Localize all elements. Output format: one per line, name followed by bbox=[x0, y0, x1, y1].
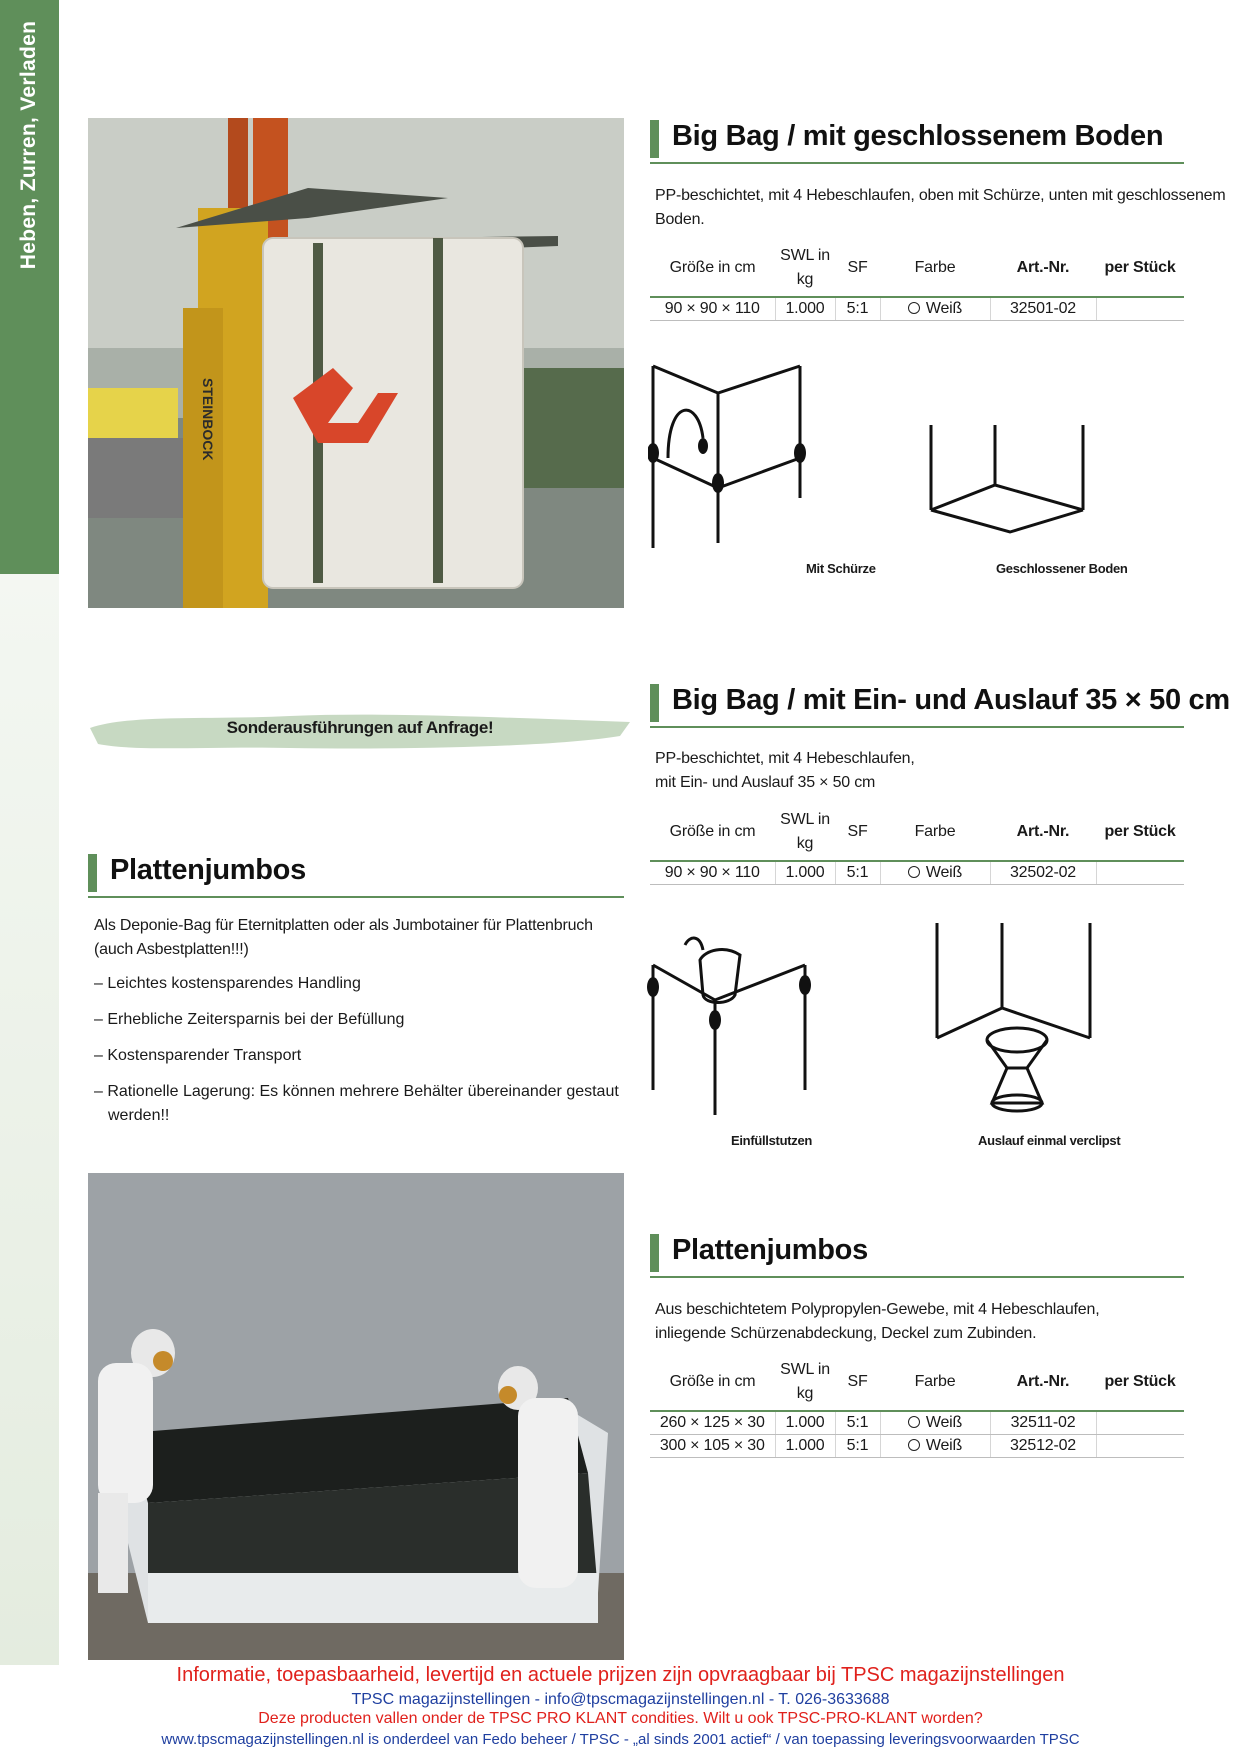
left-section-title: Plattenjumbos bbox=[110, 854, 306, 886]
cell-price bbox=[1096, 297, 1184, 321]
cell-size: 300 × 105 × 30 bbox=[650, 1435, 775, 1458]
circle-icon bbox=[908, 302, 920, 314]
diagram-geschlossener-boden bbox=[925, 420, 1090, 535]
table-row bbox=[650, 297, 1184, 321]
list-item: – Leichtes kostensparendes Handling bbox=[94, 975, 361, 992]
section3-table bbox=[650, 1358, 1184, 1458]
section3-heading bbox=[650, 1230, 1184, 1278]
col-price: per Stück bbox=[1096, 244, 1184, 297]
col-size bbox=[650, 808, 775, 861]
col-art: Art.-Nr. bbox=[990, 1358, 1096, 1411]
col-swl-label: SWL in kg bbox=[780, 247, 830, 288]
table-row bbox=[650, 1411, 1184, 1435]
section3-title: Plattenjumbos bbox=[672, 1234, 868, 1266]
left-section-bullets bbox=[94, 960, 619, 1128]
col-art: Art.-Nr. bbox=[990, 244, 1096, 297]
photo-forklift-big-bag bbox=[88, 118, 624, 608]
cell-color bbox=[880, 297, 990, 321]
col-size-label: Größe in cm bbox=[669, 823, 756, 840]
cell-sf: 5:1 bbox=[835, 1411, 880, 1435]
col-sf: SF bbox=[835, 244, 880, 297]
cell-color-text: Weiß bbox=[925, 300, 963, 317]
diagram-einfuellstutzen bbox=[645, 925, 815, 1120]
col-art: Art.-Nr. bbox=[990, 808, 1096, 861]
caption-mit-schuerze: Mit Schürze bbox=[806, 561, 876, 576]
col-swl bbox=[775, 1358, 835, 1411]
cell-art: 32502-02 bbox=[990, 861, 1096, 885]
caption-einfuellstutzen: Einfüllstutzen bbox=[731, 1133, 813, 1148]
col-size-label: Größe in cm bbox=[669, 1373, 756, 1390]
cell-sf: 5:1 bbox=[835, 861, 880, 885]
footer-line3: Deze producten vallen onder de TPSC PRO KLANT condities. Wilt u ook TPSC-PRO-KLANT worden? bbox=[258, 1710, 983, 1727]
forklift-brand-text: STEINBOCK bbox=[200, 378, 216, 461]
footer-line2: TPSC magazijnstellingen - info@tpscmagazijnstellingen.nl - T. 026-3633688 bbox=[351, 1691, 890, 1708]
sidebar-tab bbox=[0, 0, 59, 574]
left-intro-line1: Als Deponie-Bag für Eternitplatten oder als Jumbotainer für Plattenbruch bbox=[94, 917, 593, 934]
section1-heading bbox=[650, 116, 1184, 164]
circle-icon bbox=[908, 1439, 920, 1451]
left-section-intro bbox=[94, 914, 593, 962]
list-item bbox=[94, 1080, 619, 1128]
col-swl-label: SWL in kg bbox=[780, 1361, 830, 1402]
section2-table bbox=[650, 808, 1184, 885]
sidebar bbox=[0, 0, 59, 1665]
cell-swl: 1.000 bbox=[775, 1411, 835, 1435]
col-swl bbox=[775, 244, 835, 297]
col-swl-label: SWL in kg bbox=[780, 811, 830, 852]
diagram-auslauf bbox=[932, 918, 1097, 1118]
section3-desc-line1: Aus beschichtetem Polypropylen-Gewebe, mit 4 Hebeschlaufen, bbox=[655, 1301, 1100, 1318]
col-size bbox=[650, 244, 775, 297]
section1-table bbox=[650, 244, 1184, 321]
sidebar-label: Heben, Zurren, Verladen bbox=[17, 20, 40, 270]
heading-bar bbox=[650, 120, 659, 158]
caption-geschlossener-boden: Geschlossener Boden bbox=[996, 561, 1128, 576]
cell-color-text: Weiß bbox=[925, 1414, 963, 1431]
cell-sf: 5:1 bbox=[835, 297, 880, 321]
cell-art: 32511-02 bbox=[990, 1411, 1096, 1435]
table-row bbox=[650, 861, 1184, 885]
cell-swl: 1.000 bbox=[775, 297, 835, 321]
col-swl bbox=[775, 808, 835, 861]
section2-desc-line1: PP-beschichtet, mit 4 Hebeschlaufen, bbox=[655, 750, 915, 767]
section3-desc-line2: inliegende Schürzenabdeckung, Deckel zum Zubinden. bbox=[655, 1325, 1037, 1342]
cell-art: 32512-02 bbox=[990, 1435, 1096, 1458]
col-color: Farbe bbox=[880, 1358, 990, 1411]
cell-size: 90 × 90 × 110 bbox=[650, 297, 775, 321]
list-item-line2: werden!! bbox=[108, 1107, 170, 1124]
cell-swl: 1.000 bbox=[775, 861, 835, 885]
cell-color-text: Weiß bbox=[925, 864, 963, 881]
footer-line1: Informatie, toepasbaarheid, levertijd en actuele prijzen zijn opvraagbaar bij TPSC magazijnstellingen bbox=[176, 1664, 1065, 1686]
col-price: per Stück bbox=[1096, 808, 1184, 861]
section1-description bbox=[655, 184, 1225, 232]
section2-title: Big Bag / mit Ein- und Auslauf 35 × 50 cm bbox=[672, 684, 1230, 716]
cell-color bbox=[880, 861, 990, 885]
cell-art: 32501-02 bbox=[990, 297, 1096, 321]
section2-description bbox=[655, 747, 915, 795]
list-item: – Kostensparender Transport bbox=[94, 1047, 302, 1064]
photo-plattenjumbo-workers bbox=[88, 1173, 624, 1660]
col-sf: SF bbox=[835, 808, 880, 861]
heading-bar bbox=[650, 684, 659, 722]
cell-color bbox=[880, 1435, 990, 1458]
cell-size: 90 × 90 × 110 bbox=[650, 861, 775, 885]
cell-price bbox=[1096, 1411, 1184, 1435]
footer-line4: www.tpscmagazijnstellingen.nl is onderdeel van Fedo beheer / TPSC - „al sinds 2001 actief“ / van toepassing leveringsvoorwaarden TPSC bbox=[161, 1731, 1080, 1748]
table-row bbox=[650, 1435, 1184, 1458]
cell-sf: 5:1 bbox=[835, 1435, 880, 1458]
list-item: – Erhebliche Zeitersparnis bei der Befüllung bbox=[94, 1011, 405, 1028]
cell-size: 260 × 125 × 30 bbox=[650, 1411, 775, 1435]
col-sf: SF bbox=[835, 1358, 880, 1411]
col-size bbox=[650, 1358, 775, 1411]
section1-title: Big Bag / mit geschlossenem Boden bbox=[672, 120, 1164, 152]
section3-description bbox=[655, 1298, 1099, 1346]
section2-heading bbox=[650, 680, 1230, 728]
circle-icon bbox=[908, 866, 920, 878]
heading-bar bbox=[650, 1234, 659, 1272]
col-color: Farbe bbox=[880, 808, 990, 861]
cell-swl: 1.000 bbox=[775, 1435, 835, 1458]
special-offer-text: Sonderausführungen auf Anfrage! bbox=[226, 718, 494, 737]
diagram-mit-schuerze bbox=[648, 358, 808, 553]
col-size-label: Größe in cm bbox=[669, 259, 756, 276]
left-section-heading bbox=[88, 850, 624, 898]
list-item-line1: – Rationelle Lagerung: Es können mehrere Behälter übereinander gestaut bbox=[94, 1083, 619, 1100]
section1-desc-line2: Boden. bbox=[655, 211, 705, 228]
section2-desc-line2: mit Ein- und Auslauf 35 × 50 cm bbox=[655, 774, 876, 791]
section1-desc-line1: PP-beschichtet, mit 4 Hebeschlaufen, oben mit Schürze, unten mit geschlossenem bbox=[655, 187, 1226, 204]
heading-bar bbox=[88, 854, 97, 892]
left-intro-line2: (auch Asbestplatten!!!) bbox=[94, 941, 249, 958]
cell-color bbox=[880, 1411, 990, 1435]
cell-price bbox=[1096, 861, 1184, 885]
circle-icon bbox=[908, 1416, 920, 1428]
col-color: Farbe bbox=[880, 244, 990, 297]
cell-color-text: Weiß bbox=[925, 1437, 963, 1454]
col-price: per Stück bbox=[1096, 1358, 1184, 1411]
cell-price bbox=[1096, 1435, 1184, 1458]
caption-auslauf: Auslauf einmal verclipst bbox=[978, 1133, 1121, 1148]
